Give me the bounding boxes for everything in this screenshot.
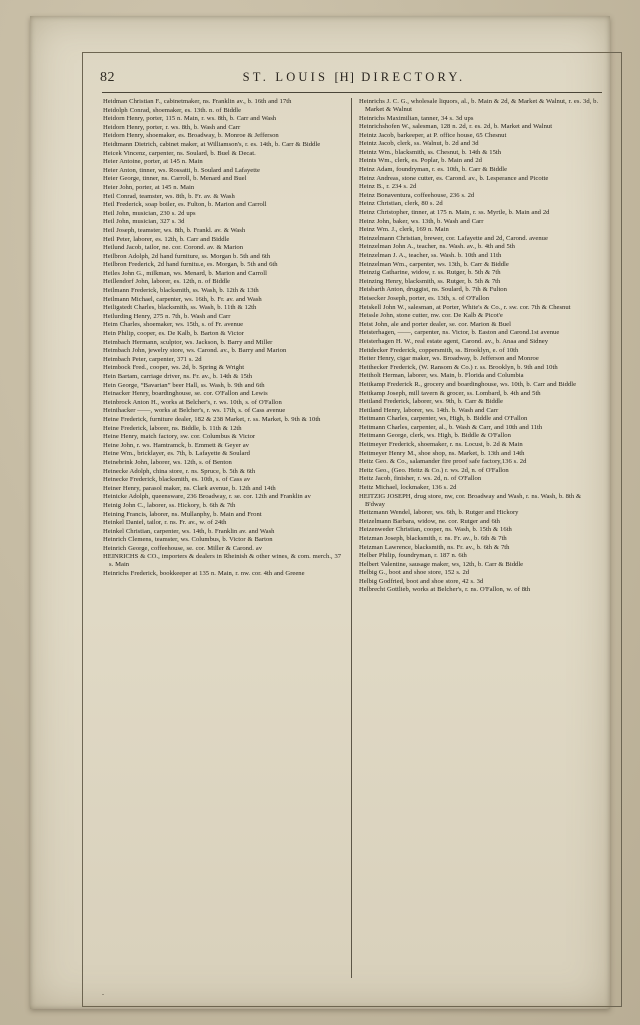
directory-entry: Heiligstedt Charles, blacksmith, ss. Wash, b. 11th & 12th: [103, 304, 257, 312]
directory-entry: Heitkamp Frederick R., grocery and boardinghouse, ws. 10th, b. Carr and Biddle: [359, 380, 577, 388]
directory-entry: Heitz Jacob, finisher, r. ws. 2d, n. of O'Fallon: [359, 475, 482, 483]
directory-entry: Heilund Jacob, tailor, ne. cor. Corond. av. & Marion: [103, 244, 244, 252]
directory-entry: Heitmeyer Henry M., shoe shop, ns. Market, b. 13th and 14th: [359, 449, 525, 457]
directory-entry: Hein George, “Bavarian” beer Hall, ss. Wash, b. 9th and 6th: [103, 381, 265, 389]
directory-entry: Heier Antoine, porter, at 145 n. Main: [103, 158, 203, 166]
directory-entry: Heimbach Hermann, sculptor, ws. Jackson, b. Barry and Miller: [103, 338, 273, 346]
directory-entry: Heizman Lawrence, blacksmith, ns. Fr. av., b. 6th & 7th: [359, 543, 510, 551]
directory-entry: Helbig G., boot and shoe store, 152 s. 2d: [359, 569, 470, 577]
directory-entry: Heine Frederick, laborer, ns. Biddle, b. 11th & 12th: [103, 424, 242, 432]
directory-entry: Helber Philip, foundryman, r. 187 n. 6th: [359, 552, 467, 560]
directory-entry: Heizenweder Christian, cooper, ns. Wash, b. 15th & 16th: [359, 526, 512, 534]
directory-entry: Heisbarth Anton, druggist, ns. Soulard, b. 7th & Fulton: [359, 286, 507, 294]
directory-entry: Heinz Bonaventura, coffeehouse, 236 s. 2d: [359, 191, 475, 199]
directory-entry: Heinebrink John, laborer, ws. 12th, s. of Benton: [103, 458, 232, 466]
directory-entry: Heidtmann Dietrich, cabinet maker, at Williamson's, r. es. 14th, b. Carr & Biddle: [103, 140, 321, 148]
directory-entry: Heinzig Catharine, widow, r. ss. Rutger, b. 5th & 7th: [359, 269, 501, 277]
directory-entry: Heine Henry, match factory, sw. cor. Columbus & Victor: [103, 433, 256, 441]
directory-entry: Heilmann Michael, carpenter, ws. 16th, b. Fr. av. and Wash: [103, 295, 262, 303]
directory-entry: Heimbach Peter, carpenter, 371 s. 2d: [103, 355, 202, 363]
two-column-body: [96, 98, 608, 978]
directory-entry: Heinrichs Maximilian, tanner, 34 s. 3d ups: [359, 114, 474, 122]
page-header: [96, 70, 608, 86]
directory-entry: Heissle John, stone cutter, nw. cor. De Kalb & Picot'e: [359, 312, 503, 320]
page-content: [88, 56, 616, 1003]
directory-entry: Helbert Valentine, sausage maker, ws, 12th, b. Carr & Biddle: [359, 560, 524, 568]
directory-entry: Heiles John G., milkman, ws. Menard, b. Marion and Carroll: [103, 269, 267, 277]
directory-entry: Heitmeyer Frederick, shoemaker, r. ns. Locust, b. 2d & Main: [359, 441, 523, 449]
column-left: [96, 98, 352, 978]
directory-entry: Helbig Godfried, boot and shoe store, 42 s. 3d: [359, 577, 484, 585]
directory-entry: Heints Wm., clerk, es. Poplar, b. Main and 2d: [359, 157, 482, 165]
directory-entry: Heinzelman John A., teacher, ns. Wash. av., b. 4th and 5th: [359, 243, 515, 251]
directory-entry: Heinecke Adolph, china store, r. ns. Spruce, b. 5th & 6th: [103, 467, 256, 475]
directory-entry: Heinihacker ——, works at Belcher's, r. ws. 17th, s. of Cass avenue: [103, 407, 286, 415]
directory-entry: Heitholt Herman, laborer, ws. Main, b. Florida and Columbia: [359, 372, 524, 380]
directory-entry: Heinz B., r. 234 s. 2d: [359, 183, 417, 191]
directory-entry: Heisterhagen H. W., real estate agent, Carond. av., b. Anaa and Sidney: [359, 337, 549, 345]
directory-entry: Heidorn Henry, porter, 115 n. Main, r. ws. 8th, b. Carr and Wash: [103, 115, 277, 123]
directory-entry: Heil Conrad, teamster, ws. 8th, b. Fr. av. & Wash: [103, 192, 235, 200]
directory-entry: Heidorn Henry, porter, r. ws. 8th, b. Wash and Carr: [103, 123, 241, 131]
directory-entry: Heinrich Clemens, teamster, ws. Columbus, b. Victor & Barton: [103, 536, 273, 544]
directory-entry: HEITZIG JOSEPH, drug store, nw, cor. Broadway and Wash, r. ns. Wash, b. 8th & B'dway: [359, 492, 582, 508]
directory-entry: Heillendorf John, laborer, es. 12th, n. of Biddle: [103, 278, 231, 286]
directory-entry: Heinzelman J. A., teacher, ss. Wash. b. 10th and 11th: [359, 252, 502, 259]
directory-entry: Heine John, r. ws. Hamtramck, b. Emmett & Geyer av: [103, 441, 249, 449]
directory-entry: Heitz Michael, lockmaker, 136 s. 2d: [359, 484, 457, 492]
directory-entry: Heinrichs J. C. G., wholesale liquors, al., b. Main & 2d, & Market & Walnut, r. es. 3d, b. Market & Walnut: [359, 98, 599, 113]
directory-entry: Heining Francis, laborer, ns. Mullanphy, b. Main and Front: [103, 510, 262, 518]
directory-entry: Heilmann Frederick, blacksmith, ss. Wash, b. 12th & 13th: [103, 287, 259, 295]
directory-entry: Heinrich George, coffeehouse, se. cor. Miller & Carond. av: [103, 544, 263, 552]
directory-entry: Heinacker Henry, boardinghouse, se. cor. O'Fallon and Lewis: [103, 390, 268, 398]
directory-entry: Heitz Geo. & Co., salamander fire proof safe factory,136 s. 2d: [359, 458, 527, 466]
directory-entry: Heinz Christopher, tinner, at 175 n. Main, r. ss. Myrtle, b. Main and 2d: [359, 209, 550, 217]
directory-entry: Heist John, ale and porter dealer, se. cor. Marion & Buel: [359, 320, 511, 328]
directory-entry: Heintz Jacob, clerk, ss. Walnut, b. 2d and 3d: [359, 140, 479, 148]
directory-entry: Heizman Joseph, blacksmith, r. ns. Fr. av., b. 6th & 7th: [359, 534, 507, 542]
directory-entry: Helbrecht Gottlieb, works at Belcher's, r. ns. O'Fallon, w. of 8th: [359, 586, 531, 594]
directory-entry: Heinicke Adolph, queensware, 236 Broadway, r. se. cor. 12th and Franklin av: [103, 493, 311, 501]
directory-entry: Heinig John C., laborer, ss. Hickory, b. 6th & 7th: [103, 501, 236, 509]
page-number: 82: [100, 70, 115, 85]
directory-entry: Heicek Vincenz, carpenter, ns. Soulard, b. Buel & Decat.: [103, 149, 256, 157]
running-head-letter: [H]: [334, 70, 355, 84]
directory-entry: Heinzelmann Christian, brewer, cor. Lafayette and 2d, Carond. avenue: [359, 234, 548, 242]
directory-entry: Heidman Christian F., cabinetmaker, ns. Franklin av., b. 16th and 17th: [103, 98, 292, 105]
directory-entry: Heizelmann Barbara, widow, ne. cor. Rutger and 6th: [359, 517, 500, 525]
directory-entry: Heinrichs Frederick, bookkeeper at 135 n. Main, r. nw. cor. 4th and Greene: [103, 569, 305, 577]
book-page: [30, 16, 610, 1009]
directory-entry: Heinz Adam, foundryman, r. es. 10th, b. Carr & Biddle: [359, 166, 508, 174]
running-head-left: ST. LOUIS: [242, 70, 329, 84]
directory-entry: Heitmann Charles, carpenter, ws, High, b. Biddle and O'Fallon: [359, 415, 528, 423]
running-head: [140, 70, 604, 85]
directory-entry: Heithecker Frederick, (W. Ransom & Co.) r. ss. Brooklyn, b. 9th and 10th: [359, 363, 558, 371]
directory-entry: Heimbock Fred., cooper, ws. 2d, b. Spring & Wright: [103, 364, 245, 372]
running-head-right: DIRECTORY.: [361, 70, 466, 84]
directory-entry: Heidolph Conrad, shoemaker, es. 13th. n. of Biddle: [103, 106, 242, 114]
directory-entry: Heinz Wm. J., clerk, 169 n. Main: [359, 226, 449, 234]
directory-entry: Heintz Jacob, barkeeper, at P. office house, 65 Chesnut: [359, 131, 507, 139]
directory-entry: Heil Frederick, soap boiler, es. Fulton, b. Marion and Carroll: [103, 201, 267, 209]
page-mark: .: [102, 988, 104, 997]
directory-entry: Heinkel Daniel, tailor, r. ns. Fr. av., w. of 24th: [103, 519, 227, 527]
directory-entry: Heilbron Frederick, 2d hand furnitu.e, es. Morgan, b. 5th and 6th: [103, 261, 278, 269]
directory-entry: Heilbron Adolph, 2d hand furniture, ss. Morgan b. 5th and 6th: [103, 252, 271, 260]
directory-entry: Heimbach John, jewelry store, ws. Carond. av., b. Barry and Marion: [103, 347, 287, 355]
directory-entry: Heier George, tinner, ns. Carroll, b. Menard and Buel: [103, 175, 247, 183]
directory-entry: Heintz Wm., blacksmith, ss. Chesnut, b. 14th & 15th: [359, 148, 502, 156]
directory-entry: Heisterhagen, ——, carpenter, ns. Victor, b. Easton and Carond.1st avenue: [359, 329, 560, 337]
directory-entry: Heiner Henry, parasol maker, ns. Clark avenue, b. 12th and 14th: [103, 484, 276, 492]
directory-entry: Heil Peter, laborer, es. 12th, b. Carr and Biddle: [103, 235, 230, 243]
directory-entry: Heinrichshofen W., salesman, 128 n. 2d, r. es. 2d, b. Market and Walnut: [359, 123, 553, 131]
directory-entry: Heitkamp Joseph, mill tavern & grocer, ss. Lombard, b. 4th and 5th: [359, 389, 541, 397]
directory-entry: Heier Anton, tinner, ws. Rossatti, b. Soulard and Lafayette: [103, 166, 260, 174]
directory-entry: Heitmann Charles, carpenter, al., b. Wash & Carr, and 10th and 11th: [359, 423, 543, 431]
directory-entry: Heitmann George, clerk, ws. High, b. Biddle & O'Fallon: [359, 432, 511, 440]
directory-entry: Heisecker Joseph, porter, es. 13th, s. of O'Fallon: [359, 294, 490, 302]
directory-entry: Heine Frederick, furniture dealer, 182 & 238 Market, r. ss. Market, b. 9th & 10th: [103, 415, 321, 423]
directory-entry: Heiter Henry, cigar maker, ws. Broadway, b. Jefferson and Monroe: [359, 355, 539, 363]
directory-entry: Heidorn Henry, shoemaker, es. Broadway, b. Monroe & Jefferson: [103, 132, 279, 140]
directory-entry: Heil John, musician, 230 s. 2d ups: [103, 209, 196, 217]
directory-entry: Heinz John, baker, ws. 13th, b. Wash and Carr: [359, 217, 484, 225]
directory-entry: Hein Philip, cooper, es. De Kalb, b. Barton & Victor: [103, 330, 244, 338]
directory-entry: Heil Joseph, teamster, ws. 8th, b. Frankl. av. & Wash: [103, 226, 246, 234]
directory-entry: HEINRICHS & CO., importers & dealers in Rheinish & other wines, & com. merch., 37 s. Main: [103, 553, 342, 569]
directory-entry: Heiskell John W., salesman, at Porter, White's & Co., r. sw. cor. 7th & Chesnut: [359, 303, 571, 311]
directory-entry: Heitdecker Frederick, coppersmith, ss. Brooklyn, e. of 10th: [359, 346, 519, 354]
directory-entry: Heinz Christian, clerk, 80 s. 2d: [359, 200, 443, 208]
directory-entry: Heilurding Henry, 275 n. 7th, b. Wash and Carr: [103, 312, 231, 320]
column-right: [352, 98, 608, 978]
directory-entry: Heitz Geo., (Geo. Heitz & Co.) r. ws. 2d, n. of O'Fallon: [359, 466, 509, 474]
directory-entry: Heinzing Henry, blacksmith, ss. Rutger, b. 5th & 7th: [359, 277, 501, 285]
directory-entry: Heinkel Christian, carpenter, ws. 14th, b. Franklin av. and Wash: [103, 527, 275, 535]
header-rule: [102, 92, 602, 93]
directory-entry: Hein Bartam, carriage driver, ns. Fr. av., b. 14th & 15th: [103, 373, 253, 380]
directory-entry: Heitzmann Wendel, laborer, ws. 6th, b. Rutger and Hickory: [359, 509, 519, 517]
directory-entry: Heinz Andreas, stone cutter, es. Carond. av., b. Lesperance and Picotte: [359, 174, 549, 182]
directory-entry: Heier John, porter, at 145 n. Main: [103, 183, 195, 191]
directory-entry: Heitland Henry, laborer, ws. 14th. b. Wash and Carr: [359, 406, 499, 414]
directory-entry: Heinbrock Anton H., works at Belcher's, r. ws. 10th, s. of O'Fallon: [103, 398, 282, 406]
directory-entry: Heim Charles, shoemaker, ws. 15th, s. of Fr. avenue: [103, 321, 244, 329]
directory-entry: Heitland Frederick, laborer, ws. 9th, b. Carr & Biddle: [359, 398, 503, 406]
directory-entry: Heine Wm., bricklayer, es. 7th, b. Lafayette & Soulard: [103, 450, 250, 458]
directory-entry: Heinecke Frederick, blacksmith, es. 10th, s. of Cass av: [103, 476, 251, 484]
directory-entry: Heinzelman Wm., carpenter, ws. 13th, b. Carr & Biddle: [359, 260, 509, 268]
directory-entry: Heil John, musician, 327 s. 3d: [103, 218, 185, 226]
